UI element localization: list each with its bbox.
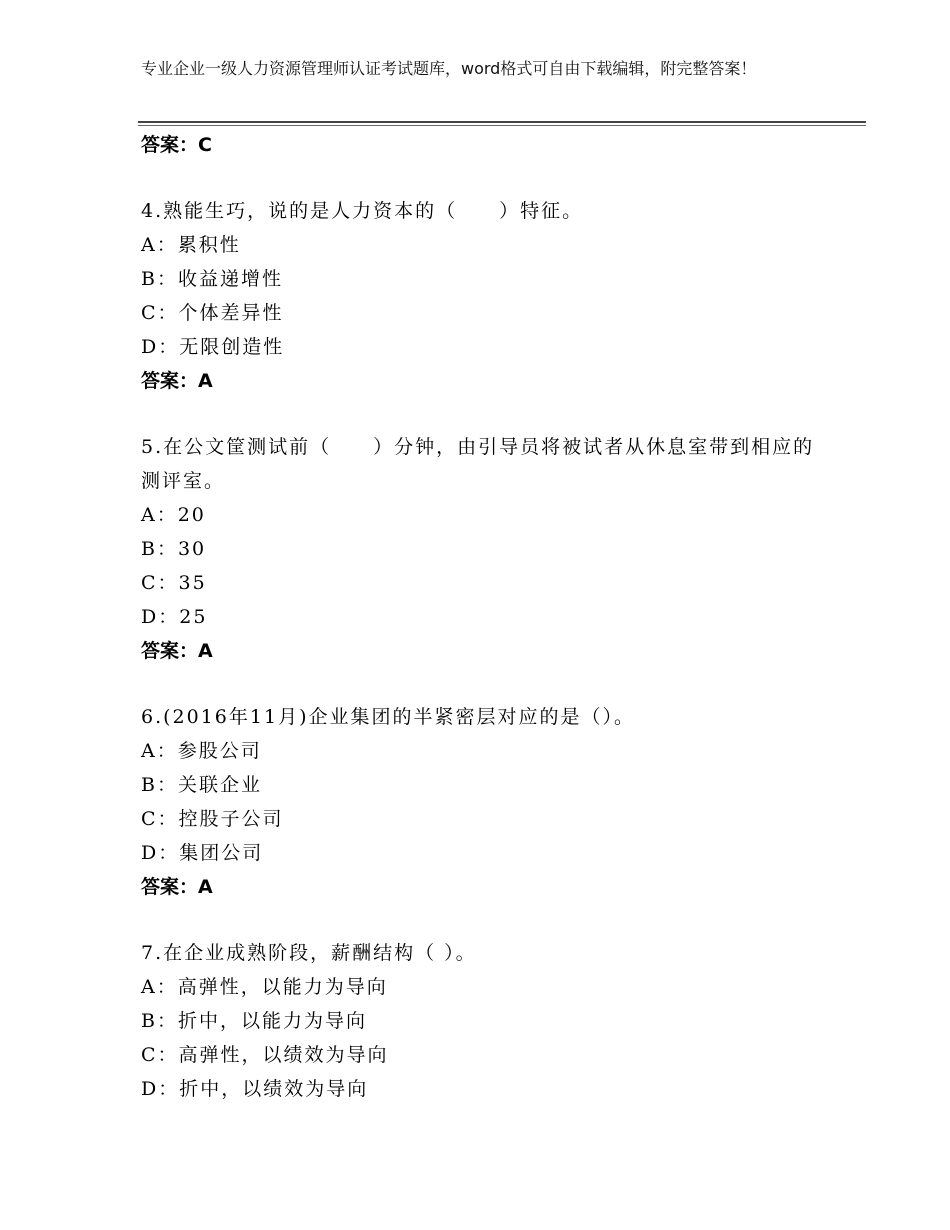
option-a: A：参股公司 xyxy=(141,740,262,762)
option-c: C：控股子公司 xyxy=(141,808,284,830)
question-block xyxy=(141,936,831,1106)
option-b: B：关联企业 xyxy=(141,774,262,796)
option-c: C：个体差异性 xyxy=(141,302,284,324)
header-title: 专业企业一级人力资源管理师认证考试题库，word格式可自由下载编辑，附完整答案！ xyxy=(141,59,757,78)
option-a: A：高弹性，以能力为导向 xyxy=(141,976,388,998)
option-c: C：35 xyxy=(141,572,207,594)
question-text: 5.在公文筐测试前（ ）分钟，由引导员将被试者从休息室带到相应的测评室。 xyxy=(141,436,815,492)
header-divider-thick xyxy=(138,121,866,123)
option-d: D：25 xyxy=(141,606,208,628)
question-text: 4.熟能生巧，说的是人力资本的（ ）特征。 xyxy=(141,200,584,222)
question-list xyxy=(141,128,831,1106)
answer-line: 答案：C xyxy=(141,134,212,156)
page-header xyxy=(141,58,821,79)
option-a: A：累积性 xyxy=(141,234,241,256)
header-divider-thin xyxy=(138,125,866,126)
option-b: B：折中，以能力为导向 xyxy=(141,1010,367,1032)
option-d: D：无限创造性 xyxy=(141,336,285,358)
option-d: D：折中，以绩效为导向 xyxy=(141,1078,369,1100)
answer-line: 答案：A xyxy=(141,370,213,392)
option-c: C：高弹性，以绩效为导向 xyxy=(141,1044,389,1066)
option-b: B：30 xyxy=(141,538,207,560)
option-a: A：20 xyxy=(141,504,206,526)
option-d: D：集团公司 xyxy=(141,842,264,864)
question-block xyxy=(141,430,831,668)
question-text: 7.在企业成熟阶段，薪酬结构（ ）。 xyxy=(141,942,477,964)
question-block xyxy=(141,194,831,398)
question-text: 6.(2016年11月)企业集团的半紧密层对应的是（）。 xyxy=(141,706,635,728)
answer-line: 答案：A xyxy=(141,640,213,662)
question-block xyxy=(141,700,831,904)
answer-line: 答案：A xyxy=(141,876,213,898)
option-b: B：收益递增性 xyxy=(141,268,283,290)
